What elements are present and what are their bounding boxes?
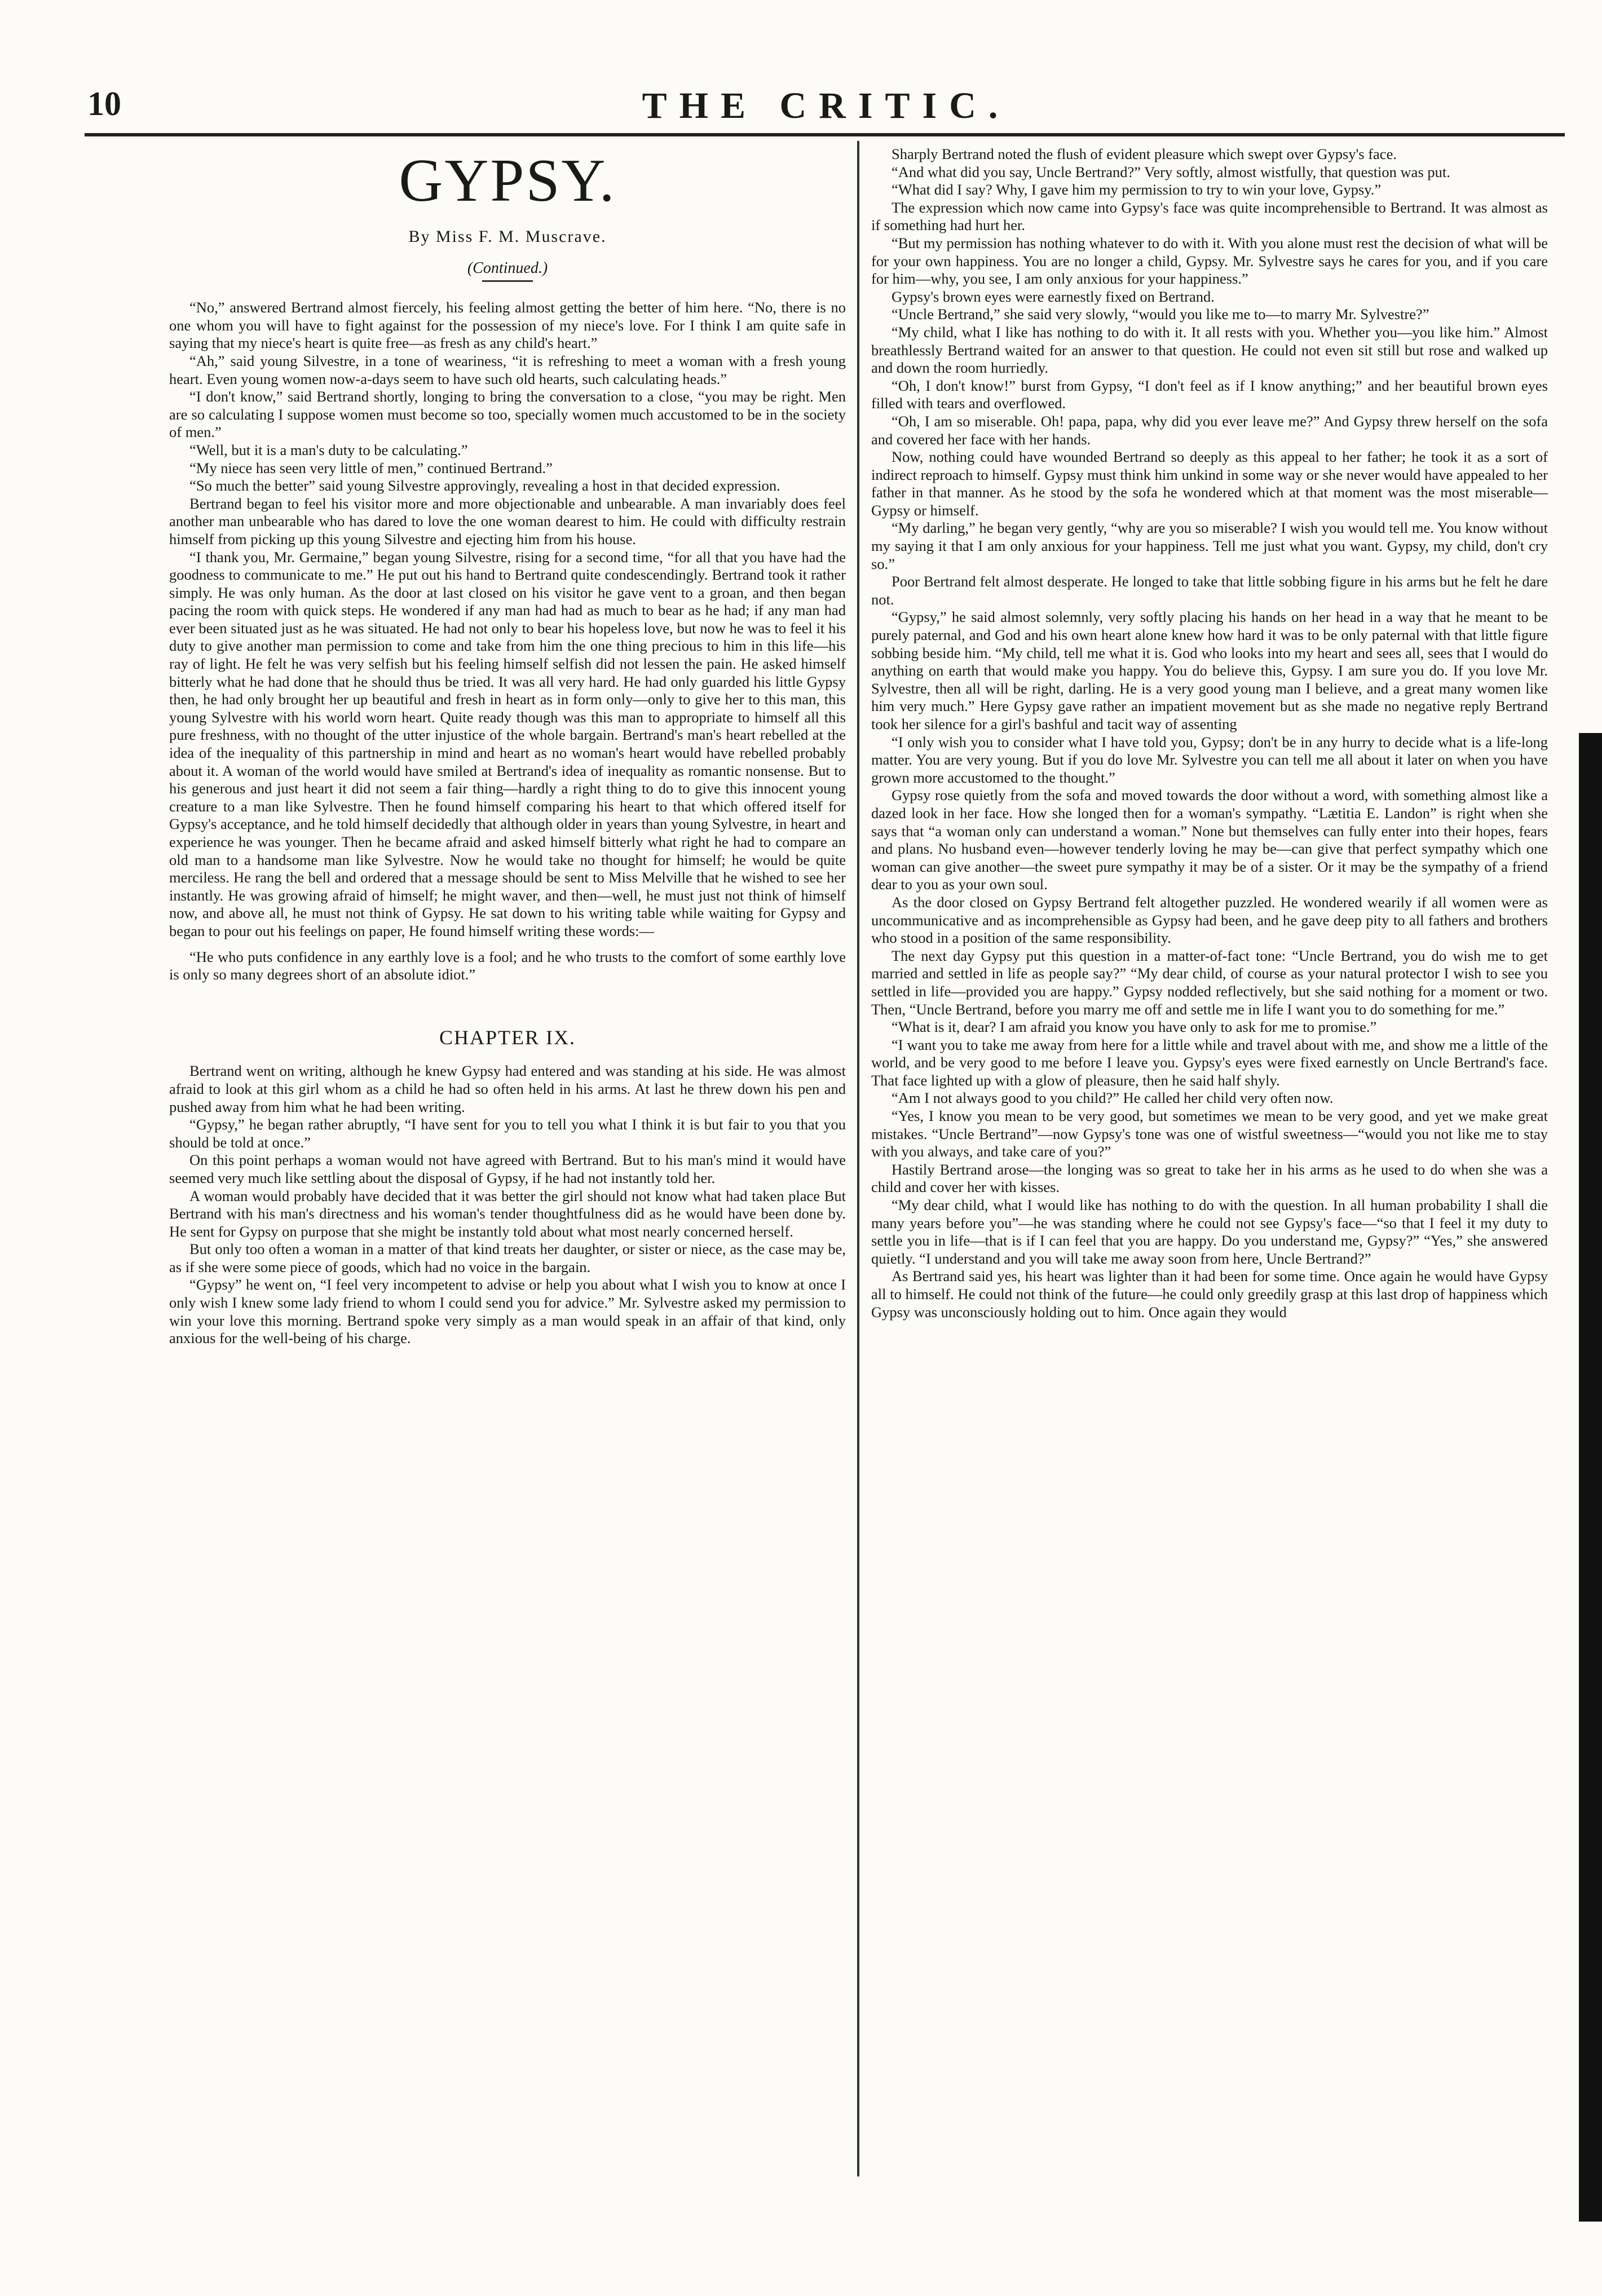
paragraph: “I only wish you to consider what I have told you, Gypsy; don't be in any hurry to decide what is a life-long matter. You are very young. But if you do love Mr. Sylvestre you can tell me all about it later on when you have grown more accustomed to the thought.” <box>871 733 1548 786</box>
paragraph: A woman would probably have decided that it was better the girl should not know what had taken place But Bertrand with his man's directness and his woman's tender thoughtfulness did as he would have been done by. He sent for Gypsy on purpose that she might be instantly told about what most nearly concerned herself. <box>169 1187 846 1240</box>
paragraph: “Gypsy” he went on, “I feel very incompetent to advise or help you about what I wish you to know at once I only wish I knew some lady friend to whom I could send you for advice.” Mr. Sylvestre asked my permission to win your love this morning. Bertrand spoke very simply as a man would speak in an affair of that kind, only anxious for the well-being of his charge. <box>169 1276 846 1347</box>
paragraph: Hastily Bertrand arose—the longing was so great to take her in his arms as he used to do when she was a child and cover her with kisses. <box>871 1160 1548 1196</box>
paragraph: The next day Gypsy put this question in a matter-of-fact tone: “Uncle Bertrand, you do wish me to get married and settled in life as people say?” “My dear child, of course as your natural protector I wish to see you settled in life—provided you are happy.” Gypsy nodded reflectively, but she said nothing for a moment or two. Then, “Uncle Bertrand, before you marry me off and settle me in life I want you to do something for me.” <box>871 947 1548 1018</box>
paragraph: “Am I not always good to you child?” He called her child very often now. <box>892 1089 1334 1107</box>
paragraph: Now, nothing could have wounded Bertrand so deeply as this appeal to her father; he took it as a sort of indirect reproach to himself. Gypsy must think him unkind in some way or she never would have appealed to her father in that manner. As he stood by the sofa he wondered which at that moment was the most miserable—Gypsy or himself. <box>871 448 1548 519</box>
paragraph: “No,” answered Bertrand almost fiercely, his feeling almost getting the better of him here. “No, there is no one whom you will have to fight against for the possession of my niece's love. For I think I am quite safe in saying that my niece's heart is quite free—as fresh as any child's heart.” <box>169 299 846 352</box>
paragraph: “And what did you say, Uncle Bertrand?” Very softly, almost wistfully, that question was put. <box>892 163 1450 180</box>
paragraph: “I don't know,” said Bertrand shortly, longing to bring the conversation to a close, “you may be right. Men are so calculating I suppose women must become so too, specially women much accustomed to be in the society of men.” <box>169 388 846 441</box>
paragraph: “I thank you, Mr. Germaine,” began young Silvestre, rising for a second time, “for all that you have had the goodness to communicate to me.” He put out his hand to Bertrand quite condescendingly. Bertrand took it rather simply. He was only human. As the door at last closed on his visitor he gave vent to a groan, and then began pacing the room with quick steps. He wondered if any man had had as much to bear as he had; if any man had ever been situated just as he was situated. He had not only to bear his hopeless love, but now he was to feel it his duty to give another man permission to come and take from him the one thing precious to him in this life—his ray of light. He felt he was very selfish but his feeling himself selfish did not lessen the pain. He asked himself bitterly what he had done that he should thus be tried. It was all very hard. He had only guarded his little Gypsy then, he had only brought her up beautiful and fresh in heart as in form only—only to give her to this man, this young Sylvestre with his world worn heart. Quite ready though was this man to appropriate to himself all this pure freshness, with no thought of the utter injustice of the whole bargain. Bertrand's man's heart rebelled at the idea of the inequality of this partnership in mind and heart as no woman's heart would have rebelled probably about it. A woman of the world would have smiled at Bertrand's idea of inequality as romantic nonsense. But to his generous and just heart it did not seem a fair thing—hardly a right thing to do to give this innocent young creature to a man like Sylvestre. Then he found himself comparing his heart to that which offered itself for Gypsy's acceptance, and he told himself decidedly that although older in years than young Sylvestre, in heart and experience he was younger. Then he became afraid and asked himself bitterly what right he had to compare an old man to a handsome man like Sylvestre. Now he would take no thought for himself; he would be quite merciless. He rang the bell and ordered that a message should be sent to Miss Melville that he wished to see her instantly. He was growing afraid of himself; he might waver, and then—well, he must just not think of himself now, and above all, he must not think of Gypsy. He sat down to his writing table while waiting for Gypsy and began to pour out his feelings on paper, He found himself writing these words:— <box>169 548 846 939</box>
column-divider <box>857 141 859 2176</box>
paragraph: But only too often a woman in a matter of that kind treats her daughter, or sister or niece, as the case may be, as if she were some piece of goods, which had no voice in the bargain. <box>169 1240 846 1275</box>
paragraph: “Ah,” said young Silvestre, in a tone of weariness, “it is refreshing to meet a woman with a fresh young heart. Even young women now-a-days seem to have such old hearts, such calculating heads.” <box>169 352 846 387</box>
page-header <box>87 85 1565 130</box>
page-number: 10 <box>87 85 121 122</box>
paragraph: “But my permission has nothing whatever to do with it. With you alone must rest the decision of what will be for your own happiness. You are no longer a child, Gypsy. Mr. Sylvestre says he cares for you, and if you care for him—why, you see, I am only anxious for your happiness.” <box>871 234 1548 288</box>
header-rule <box>85 133 1565 136</box>
paragraph: As Bertrand said yes, his heart was lighter than it had been for some time. Once again he would have Gypsy all to himself. He could not think of the future—he could only greedily grasp at this last drop of happiness which Gypsy was unconsciously holding out to him. Once again they would <box>871 1268 1548 1321</box>
paragraph: “So much the better” said young Silvestre approvingly, revealing a host in that decided expression. <box>189 477 780 494</box>
masthead: THE CRITIC. <box>642 85 1010 126</box>
paragraph: The expression which now came into Gypsy's face was quite incomprehensible to Bertrand. It was almost as if something had hurt her. <box>871 198 1548 234</box>
quoted-passage: “He who puts confidence in any earthly love is a fool; and he who trusts to the comfort of some earthly love is only so many degrees short of an absolute idiot.” <box>169 948 846 983</box>
paragraph: On this point perhaps a woman would not have agreed with Bertrand. But to his man's mind it would have seemed very much like settling about the disposal of Gypsy, if he had not instantly told her. <box>169 1151 846 1186</box>
paragraph: As the door closed on Gypsy Bertrand felt altogether puzzled. He wondered wearily if all women were as uncommunicative and as incomprehensible as Gypsy had been, and he gave deep pity to all fathers and brothers who stood in a position of the same responsibility. <box>871 893 1548 947</box>
paragraph: Poor Bertrand felt almost desperate. He longed to take that little sobbing figure in his arms but he felt he dare not. <box>871 573 1548 608</box>
paragraph: “What did I say? Why, I gave him my permission to try to win your love, Gypsy.” <box>892 181 1382 198</box>
paragraph: “Oh, I am so miserable. Oh! papa, papa, why did you ever leave me?” And Gypsy threw herself on the sofa and covered her face with her hands. <box>871 412 1548 448</box>
paragraph: “Well, but it is a man's duty to be calculating.” <box>189 441 468 458</box>
paragraph: “Uncle Bertrand,” she said very slowly, “would you like me to—to marry Mr. Sylvestre?” <box>892 306 1429 323</box>
paragraph: Bertrand began to feel his visitor more and more objectionable and unbearable. A man invariably does feel another man unbearable who has dared to love the one woman dearest to him. He could with difficulty restrain himself from picking up this young Silvestre and ejecting him from his house. <box>169 494 846 547</box>
paragraph: “What is it, dear? I am afraid you know you have only to ask for me to promise.” <box>892 1018 1377 1036</box>
paragraph: Gypsy's brown eyes were earnestly fixed on Bertrand. <box>892 288 1215 305</box>
continued-label: (Continued.) <box>467 259 548 277</box>
paragraph: “I want you to take me away from here for a little while and travel about with me, and show me a little of the world, and be very good to me before I leave you. Gypsy's eyes were fixed earnestly on Uncle Bertrand's face. That face lighted up with a glow of pleasure, then he said half shyly. <box>871 1036 1548 1089</box>
paragraph: “My dear child, what I would like has nothing to do with the question. In all human probability I shall die many years before you”—he was standing where he could not see Gypsy's face—“so that I feel it my duty to settle you in life—that is if I can feel that you are happy. Do you understand me, Gypsy?” “Yes,” she answered quietly. “I understand and you will take me away soon from here, Uncle Bertrand?” <box>871 1196 1548 1267</box>
paragraph: “Gypsy,” he said almost solemnly, very softly placing his hands on her head in a way that he meant to be purely paternal, and God and his own heart alone knew how hard it was to be only paternal with that little figure sobbing beside him. “My child, tell me what it is. God who looks into my heart and sees all, sees that I would do anything on earth that would make you happy. You do believe this, Gypsy. I am sure you do. If you love Mr. Sylvestre, then all will be right, darling. He is a very good young man I believe, and a great many women like him very much.” Here Gypsy gave rather an impatient movement but as she made no negative reply Bertrand took her silence for a girl's bashful and tacit way of assenting <box>871 608 1548 732</box>
paragraph: “Yes, I know you mean to be very good, but sometimes we mean to be very good, and yet we make great mistakes. “Uncle Bertrand”—now Gypsy's tone was one of wistful sweetness—“would you not like me to stay with you always, and take care of you?” <box>871 1107 1548 1160</box>
paragraph: Sharply Bertrand noted the flush of evident pleasure which swept over Gypsy's face. <box>892 145 1397 162</box>
byline: By Miss F. M. Muscrave. <box>408 227 607 246</box>
paragraph: “Gypsy,” he began rather abruptly, “I have sent for you to tell you what I think it is but fair to you that you should be told at once.” <box>169 1116 846 1151</box>
right-column <box>871 145 1548 1321</box>
title-rule <box>482 280 533 282</box>
chapter-heading: CHAPTER IX. <box>439 1026 576 1049</box>
left-column <box>169 145 846 1348</box>
paragraph: “My child, what I like has nothing to do with it. It all rests with you. Whether you—you like him.” Almost breathlessly Bertrand waited for an answer to that question. He could not even sit still but rose and walked up and down the room hurriedly. <box>871 323 1548 377</box>
paragraph: Bertrand went on writing, although he knew Gypsy had entered and was standing at his side. He was almost afraid to look at this girl whom as a child he had so often held in his arms. At last he threw down his pen and pushed away from him what he had been writing. <box>169 1062 846 1115</box>
scan-edge-shadow <box>1579 733 1602 2222</box>
paragraph: “Oh, I don't know!” burst from Gypsy, “I don't feel as if I know anything;” and her beautiful brown eyes filled with tears and overflowed. <box>871 377 1548 412</box>
paragraph: Gypsy rose quietly from the sofa and moved towards the door without a word, with something almost like a dazed look in her face. How she longed then for a woman's sympathy. “Lætitia E. Landon” is right when she says that “a woman only can understand a woman.” None but themselves can fully enter into their hopes, fears and plans. No husband even—however tenderly loving he may be—can give that perfect sympathy which one woman can give another—the sweet pure sympathy it may be of a sister. Or it may be the sympathy of a friend dear to you as your own soul. <box>871 787 1548 893</box>
paragraph: “My darling,” he began very gently, “why are you so miserable? I wish you would tell me. You know without my saying it that I am only anxious for your happiness. Tell me just what you want. Gypsy, my child, don't cry so.” <box>871 519 1548 572</box>
article-title: GYPSY. <box>399 147 616 214</box>
paragraph: “My niece has seen very little of men,” continued Bertrand.” <box>189 459 553 476</box>
